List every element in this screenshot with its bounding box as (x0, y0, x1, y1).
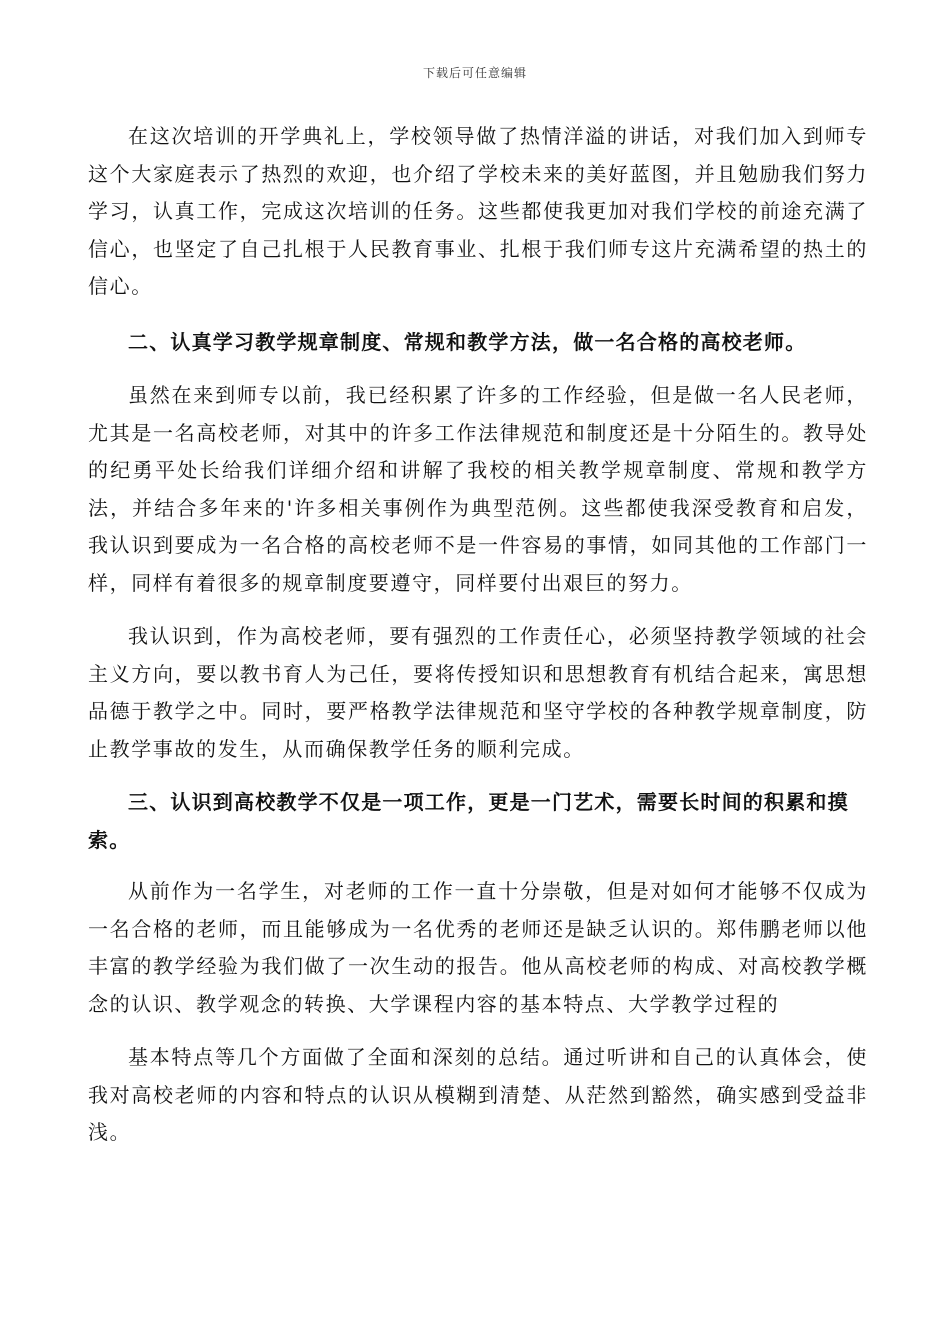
section-heading-two: 二、认真学习教学规章制度、常规和教学方法，做一名合格的高校老师。 (128, 329, 807, 354)
document-body (88, 118, 868, 1152)
paragraph-responsibility: 我认识到，作为高校老师，要有强烈的工作责任心，必须坚持教学领域的社会主义方向，要以教书育人为己任，要将传授知识和思想教育有机结合起来，寓思想品德于教学之中。同时，要严格教学法律规范和坚守学校的各种教学规章制度，防止教学事故的发生，从而确保教学任务的顺利完成。 (88, 624, 868, 761)
paragraph-regulations: 虽然在来到师专以前，我已经积累了许多的工作经验，但是做一名人民老师，尤其是一名高校老师，对其中的许多工作法律规范和制度还是十分陌生的。教导处的纪勇平处长给我们详细介绍和讲解了我校的相关教学规章制度、常规和教学方法，并结合多年来的'许多相关事例作为典型范例。这些都使我深受教育和启发，我认识到要成为一名合格的高校老师不是一件容易的事情，如同其他的工作部门一样，同样有着很多的规章制度要遵守，同样要付出艰巨的努力。 (88, 383, 868, 595)
page-header: 下载后可任意编辑 (422, 66, 527, 80)
paragraph-opening-ceremony: 在这次培训的开学典礼上，学校领导做了热情洋溢的讲话，对我们加入到师专这个大家庭表示了热烈的欢迎，也介绍了学校未来的美好蓝图，并且勉励我们努力学习，认真工作，完成这次培训的任务。这些都使我更加对我们学校的前途充满了信心，也坚定了自己扎根于人民教育事业、扎根于我们师专这片充满希望的热土的信心。 (88, 124, 868, 298)
section-heading-three: 三、认识到高校教学不仅是一项工作，更是一门艺术，需要长时间的积累和摸索。 (88, 790, 849, 852)
paragraph-summary: 基本特点等几个方面做了全面和深刻的总结。通过听讲和自己的认真体会，使我对高校老师的内容和特点的认识从模糊到清楚、从茫然到豁然，确实感到受益非浅。 (88, 1045, 868, 1144)
paragraph-teaching-art: 从前作为一名学生，对老师的工作一直十分崇敬，但是对如何才能够不仅成为一名合格的老师，而且能够成为一名优秀的老师还是缺乏认识的。郑伟鹏老师以他丰富的教学经验为我们做了一次生动的报告。他从高校老师的构成、对高校教学概念的认识、教学观念的转换、大学课程内容的基本特点、大学教学过程的 (88, 879, 868, 1016)
